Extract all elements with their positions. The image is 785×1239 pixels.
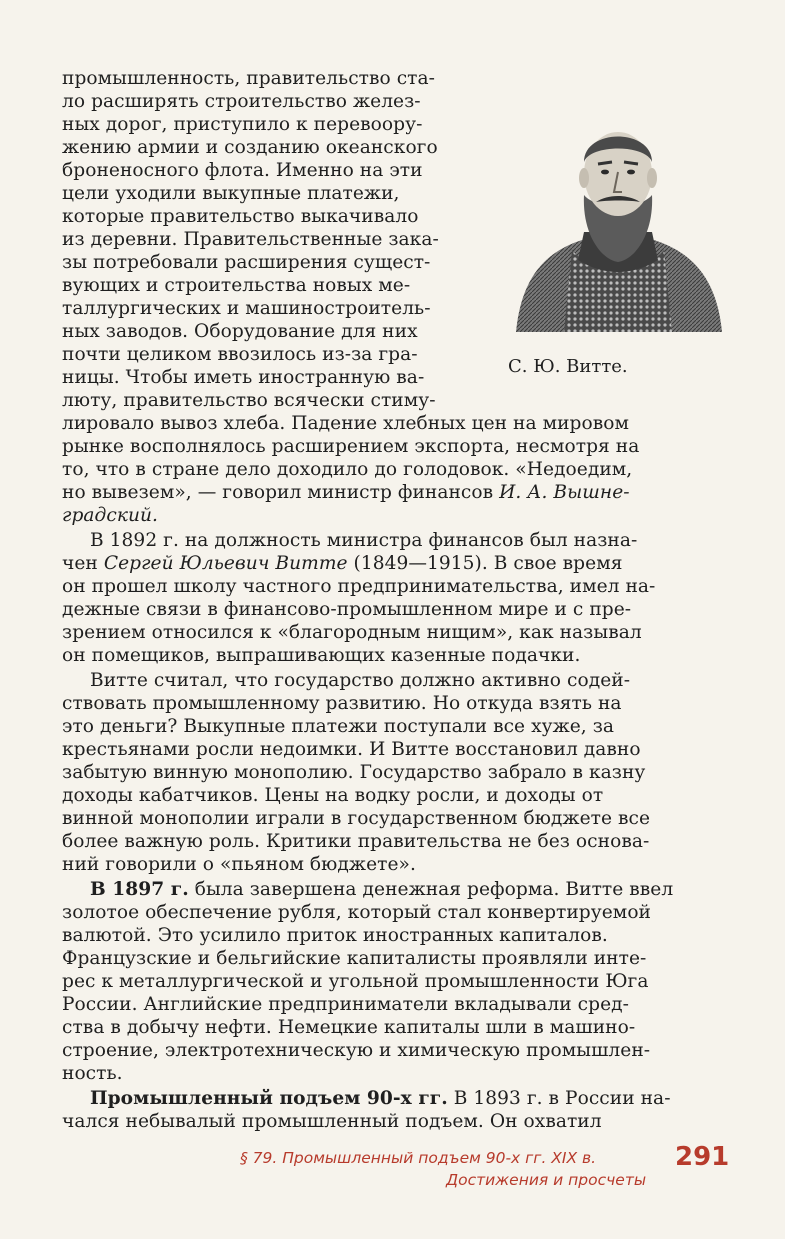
text-line: жению армии и созданию океанского [62, 137, 438, 158]
text-line: промышленность, правительство ста- [62, 68, 435, 89]
text-line: ных заводов. Оборудование для них [62, 321, 418, 342]
text-line: цели уходили выкупные платежи, [62, 183, 400, 204]
text-segment: (1849—1915). В свое время [347, 553, 623, 574]
text-line: лировало вывоз хлеба. Падение хлебных цен на мировом [62, 413, 630, 434]
text-line: почти целиком ввозилось из-за гра- [62, 344, 418, 365]
footer-subtitle: Достижения и просчеты [446, 1171, 647, 1189]
witte-portrait [512, 100, 724, 332]
text-line: ло расширять строительство желез- [62, 91, 421, 112]
text-line: ницы. Чтобы иметь иностранную ва- [62, 367, 425, 388]
text-line: люту, правительство всячески стиму- [62, 390, 436, 411]
text-line: В 1892 г. на должность министра финансов был назна- [90, 530, 638, 551]
text-line: доходы кабатчиков. Цены на водку росли, и доходы от [62, 785, 604, 806]
text-segment: была завершена денежная реформа. Витте ввел [188, 879, 674, 900]
text-line [62, 1088, 722, 1109]
text-line: то, что в стране дело доходило до голодовок. «Недоедим, [62, 459, 633, 480]
text-line: валютой. Это усилило приток иностранных капиталов. [62, 925, 608, 946]
page-number: 291 [675, 1142, 730, 1172]
text-line: он прошел школу частного предпринимательства, имел на- [62, 576, 656, 597]
text-line: более важную роль. Критики правительства не без основа- [62, 831, 650, 852]
text-line [62, 879, 722, 900]
text-line: из деревни. Правительственные зака- [62, 229, 439, 250]
text-line: таллургических и машиностроитель- [62, 298, 431, 319]
footer-section-title: § 79. Промышленный подъем 90-х гг. XIX в. [240, 1149, 597, 1167]
portrait-caption: С. Ю. Витте. [508, 356, 628, 377]
text-line: зы потребовали расширения сущест- [62, 252, 431, 273]
text-line: ства в добычу нефти. Немецкие капиталы шли в машино- [62, 1017, 636, 1038]
text-line: Витте считал, что государство должно активно содей- [90, 670, 631, 691]
text-line: ний говорили о «пьяном бюджете». [62, 854, 416, 875]
text-line: Французские и бельгийские капиталисты проявляли инте- [62, 948, 647, 969]
text-line: чался небывалый промышленный подъем. Он охватил [62, 1111, 602, 1132]
person-name-vyshnegradsky: И. А. Вышне- [499, 482, 630, 503]
text-line: забытую винную монополию. Государство забрало в казну [62, 762, 646, 783]
text-line: золотое обеспечение рубля, который стал конвертируемой [62, 902, 652, 923]
text-line: строение, электротехническую и химическую промышлен- [62, 1040, 651, 1061]
text-line: ствовать промышленному развитию. Но откуда взять на [62, 693, 622, 714]
text-line: винной монополии играли в государственном бюджете все [62, 808, 651, 829]
text-line: градский. [62, 505, 158, 526]
text-line: рес к металлургической и угольной промышленности Юга [62, 971, 649, 992]
text-line: России. Английские предприниматели вкладывали сред- [62, 994, 629, 1015]
text-line [62, 553, 722, 574]
text-line: рынке восполнялось расширением экспорта, несмотря на [62, 436, 640, 457]
person-name-witte: Сергей Юльевич Витте [103, 553, 348, 574]
text-segment: но вывезем», — говорил министр финансов [62, 482, 500, 503]
text-line: дежные связи в финансово-промышленном мире и с пре- [62, 599, 632, 620]
text-line: вующих и строительства новых ме- [62, 275, 411, 296]
text-line: броненосного флота. Именно на эти [62, 160, 423, 181]
text-line: которые правительство выкачивало [62, 206, 419, 227]
text-line: крестьянами росли недоимки. И Витте восстановил давно [62, 739, 641, 760]
text-segment: В 1893 г. в России на- [447, 1088, 671, 1109]
text-line [62, 482, 722, 503]
section-heading: Промышленный подъем 90-х гг. [90, 1088, 448, 1109]
text-line: это деньги? Выкупные платежи поступали все хуже, за [62, 716, 615, 737]
year-1897: В 1897 г. [90, 879, 189, 900]
text-segment: чен [62, 553, 104, 574]
text-line: ность. [62, 1063, 123, 1084]
text-line: ных дорог, приступило к перевоору- [62, 114, 423, 135]
text-line: он помещиков, выпрашивающих казенные подачки. [62, 645, 581, 666]
text-line: зрением относился к «благородным нищим», как называл [62, 622, 642, 643]
